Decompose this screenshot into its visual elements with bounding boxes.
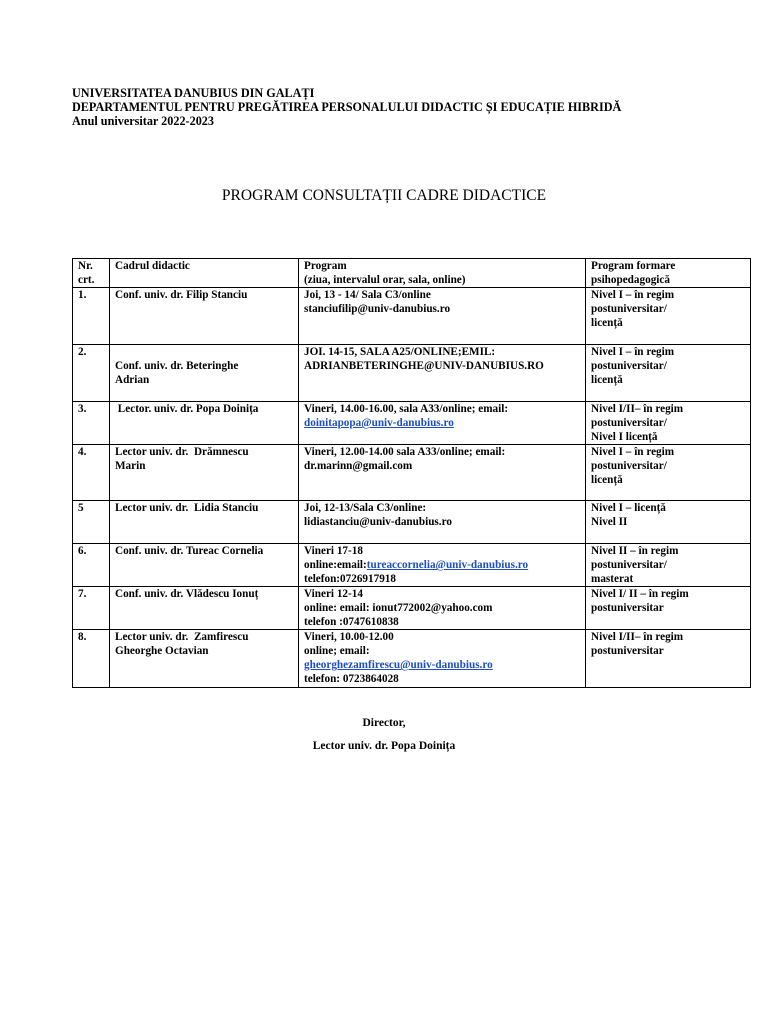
department-name: DEPARTAMENTUL PENTRU PREGĂTIREA PERSONALULUI DIDACTIC ȘI EDUCAȚIE HIBRIDĂ (72, 100, 622, 114)
row-program: Vineri 17-18 online:email:tureaccornelia@univ-danubius.ro telefon:0726917918 (299, 544, 586, 587)
email-link[interactable]: tureaccornelia@univ-danubius.ro (366, 559, 529, 571)
row-cadru: Conf. univ. dr. Filip Stanciu (110, 288, 299, 345)
row-program: Vineri, 12.00-14.00 sala A33/online; email: dr.marinn@gmail.com (299, 445, 586, 501)
table-row (73, 544, 751, 587)
document-header (72, 86, 621, 128)
email-link[interactable]: gheorghezamfirescu@univ-danubius.ro (304, 659, 493, 671)
header-program-formare: Program formare psihopedagogică (586, 259, 751, 288)
table-row (73, 630, 751, 688)
row-cadru: Conf. univ. dr. Beteringhe Adrian (110, 345, 299, 402)
row-cadru: Lector univ. dr. Lidia Stanciu (110, 501, 299, 544)
row-formare: Nivel I – în regim postuniversitar/ licență (586, 345, 751, 402)
row-program: Joi, 13 - 14/ Sala C3/online stanciufilip@univ-danubius.ro (299, 288, 586, 345)
row-program: Vineri, 14.00-16.00, sala A33/online; email: doinitapopa@univ-danubius.ro (299, 402, 586, 445)
row-nr: 5 (73, 501, 110, 544)
header-cadru-didactic: Cadrul didactic (110, 259, 299, 288)
academic-year: Anul universitar 2022-2023 (72, 114, 214, 128)
table-header-row (73, 259, 751, 288)
consultation-schedule-table (72, 258, 751, 688)
table-row (73, 345, 751, 402)
row-nr: 3. (73, 402, 110, 445)
email-link[interactable]: doinitapopa@univ-danubius.ro (304, 417, 454, 429)
row-program: Vineri 12-14 online: email: ionut772002@yahoo.com telefon :0747610838 (299, 587, 586, 630)
page-title: PROGRAM CONSULTAȚII CADRE DIDACTICE (221, 187, 547, 204)
table-row (73, 501, 751, 544)
row-formare: Nivel I/II– în regim postuniversitar (586, 630, 751, 688)
row-formare: Nivel I – în regim postuniversitar/ licență (586, 288, 751, 345)
university-name: UNIVERSITATEA DANUBIUS DIN GALAȚI (72, 86, 315, 100)
table-row (73, 402, 751, 445)
row-cadru: Lector. univ. dr. Popa Doinița (110, 402, 299, 445)
row-formare: Nivel I – în regim postuniversitar/ licență (586, 445, 751, 501)
header-program: Program (ziua, intervalul orar, sala, online) (299, 259, 586, 288)
row-nr: 6. (73, 544, 110, 587)
row-formare: Nivel II – în regim postuniversitar/ masterat (586, 544, 751, 587)
row-nr: 4. (73, 445, 110, 501)
table-row (73, 587, 751, 630)
row-formare: Nivel I/ II – în regim postuniversitar (586, 587, 751, 630)
row-program: JOI. 14-15, SALA A25/ONLINE;EMIL: ADRIANBETERINGHE@UNIV-DANUBIUS.RO (299, 345, 586, 402)
table-row (73, 445, 751, 501)
row-nr: 2. (73, 345, 110, 402)
row-cadru: Conf. univ. dr. Tureac Cornelia (110, 544, 299, 587)
director-name: Lector univ. dr. Popa Doinița (312, 740, 456, 752)
row-cadru: Lector univ. dr. Drămnescu Marin (110, 445, 299, 501)
row-formare: Nivel I/II– în regim postuniversitar/ Nivel I licență (586, 402, 751, 445)
row-nr: 7. (73, 587, 110, 630)
row-cadru: Conf. univ. dr. Vlădescu Ionuț (110, 587, 299, 630)
row-formare: Nivel I – licență Nivel II (586, 501, 751, 544)
row-nr: 1. (73, 288, 110, 345)
table-row (73, 288, 751, 345)
row-nr: 8. (73, 630, 110, 688)
director-role: Director, (362, 717, 406, 729)
header-nr: Nr. crt. (73, 259, 110, 288)
row-program: Joi, 12-13/Sala C3/online: lidiastanciu@univ-danubius.ro (299, 501, 586, 544)
row-cadru: Lector univ. dr. Zamfirescu Gheorghe Octavian (110, 630, 299, 688)
row-program: Vineri, 10.00-12.00 online; email: gheorghezamfirescu@univ-danubius.ro telefon: 0723864028 (299, 630, 586, 688)
